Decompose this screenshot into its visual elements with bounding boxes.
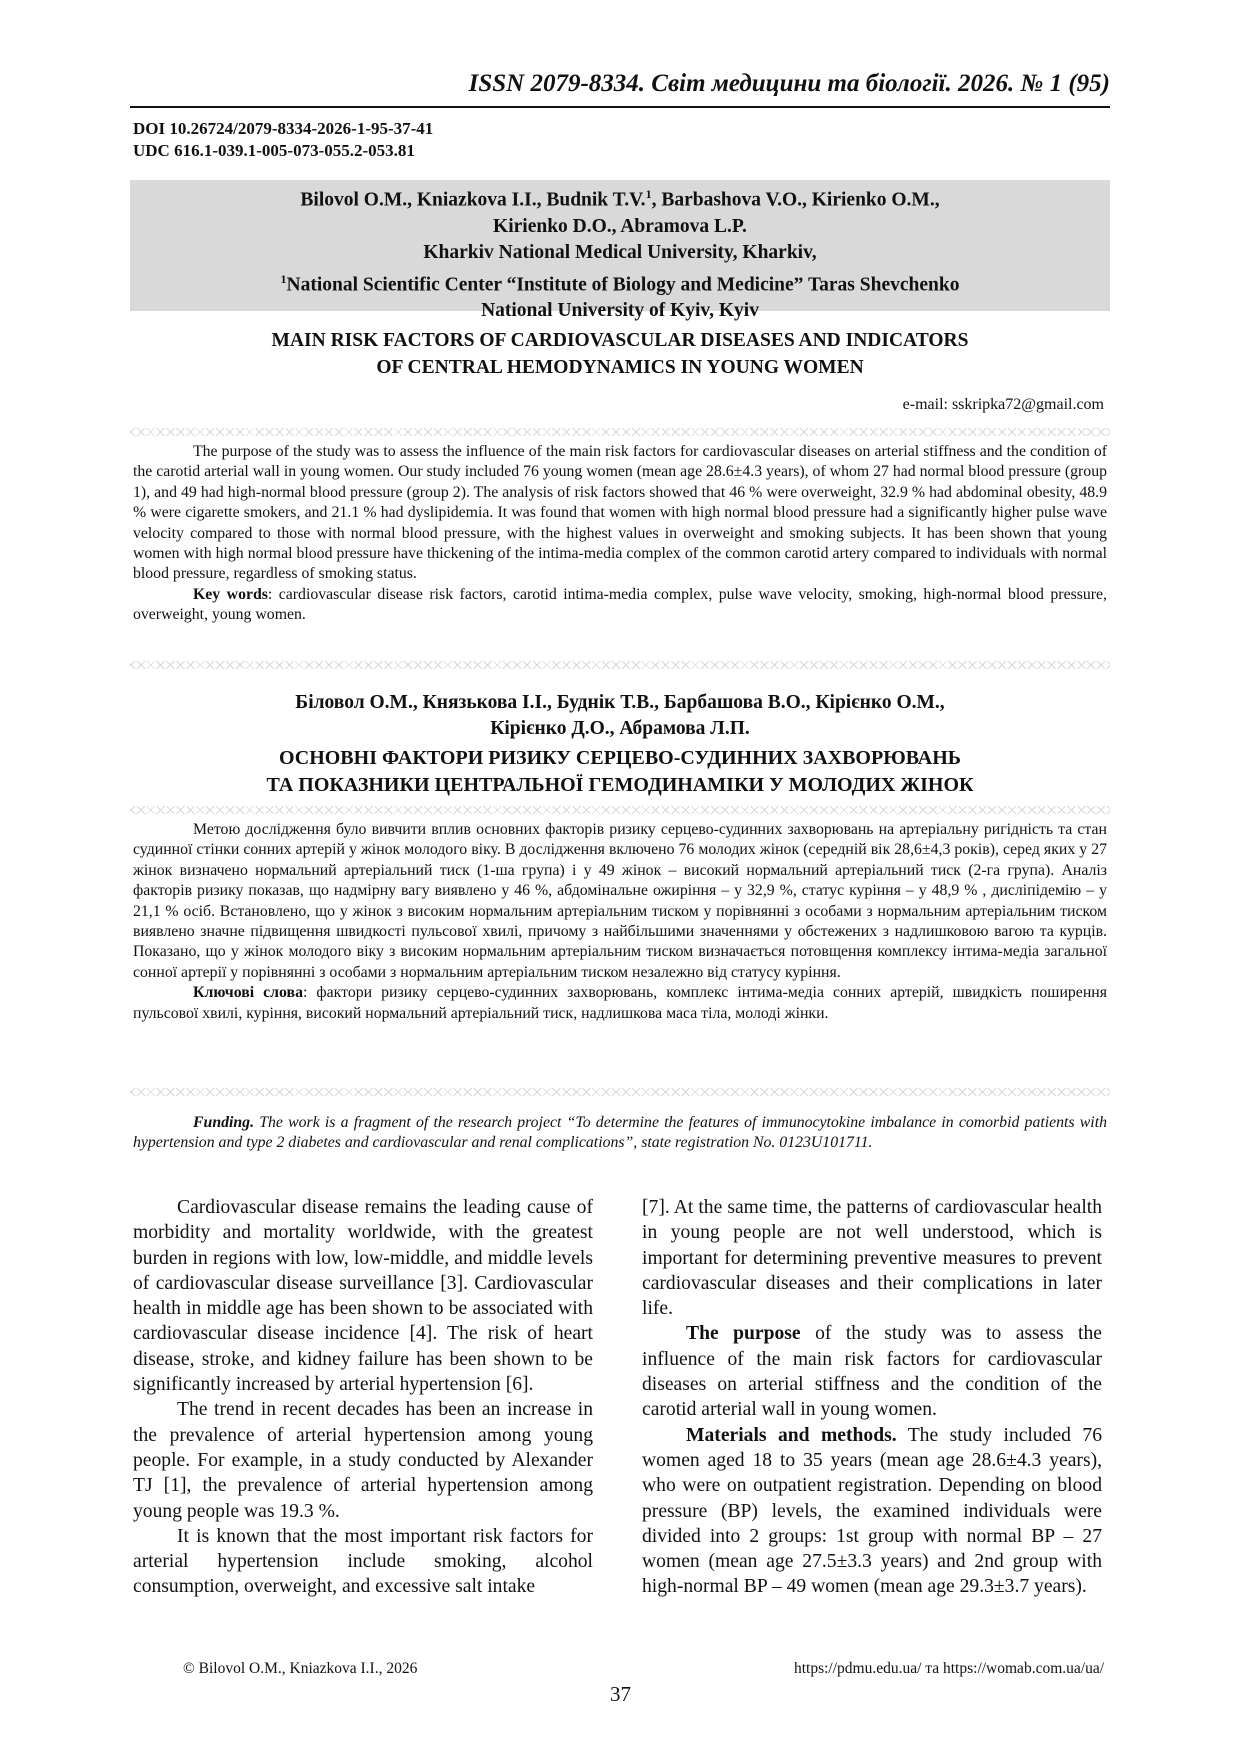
methods-paragraph bbox=[642, 1423, 1102, 1600]
footer-copyright: © Bilovol O.M., Kniazkova I.I., 2026 bbox=[183, 1660, 418, 1677]
affiliation-line-3: National University of Kyiv, Kyiv bbox=[481, 300, 759, 321]
authors-line-2: Kirienko D.O., Abramova L.P. bbox=[493, 215, 747, 237]
purpose-label: The purpose bbox=[686, 1323, 801, 1345]
purpose-text: of the study was to assess the influence of the main risk factors for cardiovascular diseases on arterial stiffness and the condition of the carotid arterial wall in young women. bbox=[642, 1323, 1102, 1421]
title-ua-line-1: ОСНОВНІ ФАКТОРИ РИЗИКУ СЕРЦЕВО-СУДИННИХ ЗАХВОРЮВАНЬ bbox=[278, 747, 962, 769]
authors-ukrainian bbox=[130, 690, 1110, 742]
wavy-divider bbox=[130, 661, 1110, 669]
body-column-right bbox=[642, 1195, 1102, 1600]
page-number: 37 bbox=[610, 1682, 631, 1706]
body-column-left bbox=[133, 1195, 593, 1600]
journal-header: ISSN 2079-8334. Світ медицини та біології. 2026. № 1 (95) bbox=[468, 70, 1110, 97]
funding-label: Funding. bbox=[193, 1114, 255, 1131]
title-ukrainian bbox=[130, 745, 1110, 799]
keywords-ua-text: : фактори ризику серцево-судинних захворювань, комплекс інтима-медіа сонних артерій, швидкість поширення пульсової хвилі, куріння, високий нормальний артеріальний тиск, надлишкова маса тіла, молоді жінки. bbox=[133, 984, 1107, 1022]
abstract-ukrainian bbox=[133, 820, 1107, 1024]
methods-label: Materials and methods. bbox=[686, 1424, 897, 1446]
affiliation-line-1: Kharkiv National Medical University, Kharkiv, bbox=[423, 241, 817, 263]
wavy-divider bbox=[130, 1088, 1110, 1096]
doi-block bbox=[133, 118, 433, 162]
abstract-en-text: The purpose of the study was to assess the influence of the main risk factors for cardiovascular diseases on arterial stiffness and the condition of the carotid arterial wall in young women. Our study included 76 young women (mean age 28.6±4.3 years), of whom 27 had normal blood pressure (group 1), and 49 had high-normal blood pressure (group 2). The analysis of risk factors showed that 46 % were overweight, 32.9 % had abdominal obesity, 48.9 % were cigarette smokers, and 21.1 % had dyslipidemia. It was found that women with high normal blood pressure had a significantly higher pulse wave velocity compared to those with normal blood pressure, with the highest values in overweight and smoking subjects. It has been shown that young women with high normal blood pressure have thickening of the intima-media complex of the common carotid artery compared to individuals with normal blood pressure, regardless of smoking status. bbox=[133, 443, 1107, 583]
methods-text: The study included 76 women aged 18 to 35 years (mean age 28.6±4.3 years), who were on outpatient registration. Depending on blood pressure (BP) levels, the examined individuals were divided into 2 groups: 1st group with normal BP – 27 women (mean age 27.5±3.3 years) and 2nd group with high-normal BP – 49 women (mean age 29.3±3.7 years). bbox=[642, 1424, 1102, 1598]
affiliation-superscript: 1 bbox=[280, 271, 287, 286]
contact-email: e-mail: sskripka72@gmail.com bbox=[902, 396, 1104, 413]
udc-line: UDC 616.1-039.1-005-073-055.2-053.81 bbox=[133, 141, 415, 160]
authors-line-1 bbox=[130, 181, 1110, 214]
keywords-en-text: : cardiovascular disease risk factors, carotid intima-media complex, pulse wave velocity, smoking, high-normal blood pressure, overweight, young women. bbox=[133, 585, 1107, 624]
body-paragraph: It is known that the most important risk factors for arterial hypertension include smoking, alcohol consumption, overweight, and excessive salt intake bbox=[133, 1525, 593, 1598]
funding-text: The work is a fragment of the research project “To determine the features of immunocytokine imbalance in comorbid patients with hypertension and type 2 diabetes and cardiovascular and renal complications”, state registration No. 0123U101711. bbox=[133, 1114, 1107, 1152]
affiliation-superscript: 1 bbox=[645, 187, 652, 201]
abstract-english bbox=[133, 442, 1107, 626]
title-english bbox=[130, 327, 1110, 381]
authors-ua-line-2: Кірієнко Д.О., Абрамова Л.П. bbox=[490, 718, 750, 739]
header-rule bbox=[130, 106, 1110, 108]
authors-line-1b: , Barbashova V.O., Kirienko O.M., bbox=[651, 189, 940, 211]
keywords-en bbox=[133, 585, 1107, 626]
doi-line: DOI 10.26724/2079-8334-2026-1-95-37-41 bbox=[133, 119, 434, 138]
affiliation-line-2-text: National Scientific Center “Institute of Biology and Medicine” Taras Shevchenko bbox=[286, 274, 960, 295]
authors-affiliation-box bbox=[130, 180, 1110, 321]
keywords-en-label: Key words bbox=[193, 585, 268, 603]
title-ua-line-2: ТА ПОКАЗНИКИ ЦЕНТРАЛЬНОЇ ГЕМОДИНАМІКИ У МОЛОДИХ ЖІНОК bbox=[266, 774, 974, 796]
wavy-divider bbox=[130, 806, 1110, 814]
keywords-ua-label: Ключові слова bbox=[193, 984, 303, 1002]
title-en-line-2: OF CENTRAL HEMODYNAMICS IN YOUNG WOMEN bbox=[376, 357, 864, 378]
authors-ua-line-1: Біловол О.М., Князькова І.І., Буднік Т.В., Барбашова В.О., Кірієнко О.М., bbox=[295, 692, 945, 713]
affiliation-line-2 bbox=[130, 266, 1110, 299]
purpose-paragraph bbox=[642, 1321, 1102, 1422]
abstract-ua-text: Метою дослідження було вивчити вплив основних факторів ризику серцево-судинних захворювань на артеріальну ригідність та стан судинної стінки сонних артерій у жінок молодого віку. В дослідження включено 76 молодих жінок (середній вік 28,6±4,3 років), серед яких у 27 жінок визначено нормальний артеріальний тиск (1-ша група) і у 49 жінок – високий нормальний артеріальний тиск (2-га група). Аналіз факторів ризику показав, що надмірну вагу виявлено у 46 %, абдомінальне ожиріння – у 32,9 %, статус куріння – у 48,9 % , дисліпідемію – у 21,1 % осіб. Встановлено, що у жінок з високим нормальним артеріальним тиском у порівнянні з особами з нормальним артеріальним тиском виявлено значне підвищення швидкості пульсової хвилі, причому з найбільшими значеннями у обстежених з надлишковою вагою та курців. Показано, що у жінок молодого віку з високим нормальним артеріальним тиском визначається потовщення комплексу інтима-медіа загальної сонної артерії у порівнянні з особами з нормальним артеріальним тиском незалежно від статусу куріння. bbox=[133, 821, 1107, 981]
keywords-ua bbox=[133, 983, 1107, 1024]
funding-note bbox=[133, 1113, 1107, 1154]
body-paragraph: [7]. At the same time, the patterns of cardiovascular health in young people are not well understood, which is important for determining preventive measures to prevent cardiovascular diseases and their complications in later life. bbox=[642, 1197, 1102, 1320]
wavy-divider bbox=[130, 428, 1110, 436]
authors-line-1a: Bilovol O.M., Kniazkova I.I., Budnik T.V. bbox=[300, 189, 646, 211]
title-en-line-1: MAIN RISK FACTORS OF CARDIOVASCULAR DISEASES AND INDICATORS bbox=[271, 330, 969, 351]
body-paragraph: Cardiovascular disease remains the leading cause of morbidity and mortality worldwide, with the greatest burden in regions with low, low-middle, and middle levels of cardiovascular disease surveillance [3]. Cardiovascular health in middle age has been shown to be associated with cardiovascular disease incidence [4]. The risk of heart disease, stroke, and kidney failure has been shown to be significantly increased by arterial hypertension [6]. bbox=[133, 1197, 593, 1396]
footer-urls: https://pdmu.edu.ua/ та https://womab.com.ua/ua/ bbox=[793, 1660, 1104, 1677]
body-paragraph: The trend in recent decades has been an increase in the prevalence of arterial hypertension among young people. For example, in a study conducted by Alexander TJ [1], the prevalence of arterial hypertension among young people was 19.3 %. bbox=[133, 1399, 593, 1522]
